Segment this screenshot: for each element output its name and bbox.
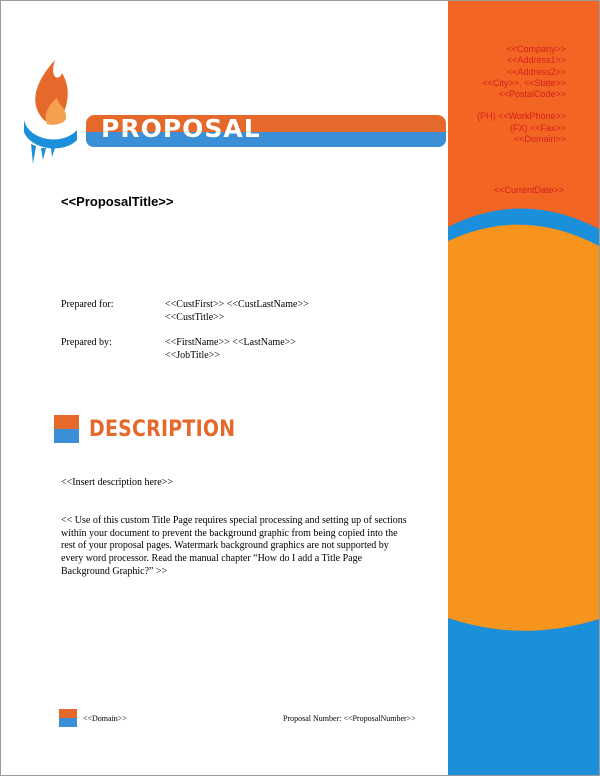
banner-title: PROPOSAL [101,114,261,143]
company-name: <<Company>> [506,44,566,54]
address-line-2: <<Address2>> [506,66,566,77]
prepared-for-name: <<CustFirst>> <<CustLastName>> [165,299,309,310]
description-square-icon [54,415,79,443]
company-info-block [456,44,566,145]
usage-note: << Use of this custom Title Page requires special processing and setting up of sections within your document to prevent the background graphic from being copied into the rest of your proposal pages. Watermark background graphics are not supported by every word processor. Read the manual chapter “How do I add a Title Page Background Graphic?” >> [61,515,407,577]
current-date: <<CurrentDate>> [493,185,564,195]
prepared-for-value [165,299,309,324]
description-placeholder: <<Insert description here>> [61,477,173,488]
proposal-title: <<ProposalTitle>> [61,194,174,209]
fax-number: (FX) <<Fax>> [509,122,566,133]
prepared-by-name: <<FirstName>> <<LastName>> [165,337,296,348]
footer-domain: <<Domain>> [83,714,127,723]
postal-code: <<PostalCode>> [498,89,566,100]
footer-square-icon [59,709,77,727]
company-domain: <<Domain>> [513,134,566,145]
flame-logo-icon [19,46,77,166]
work-phone: (PH) <<WorkPhone>> [477,111,566,122]
footer-proposal-number: Proposal Number: <<ProposalNumber>> [283,714,416,723]
prepared-by-title: <<JobTitle>> [165,349,220,361]
prepared-for-title: <<CustTitle>> [165,311,225,323]
city-state: <<City>>, <<State>> [482,77,566,88]
prepared-by-label: Prepared by: [61,337,112,348]
description-heading: DESCRIPTION [89,417,236,442]
address-line-1: <<Address1>> [506,55,566,66]
right-panel-orange-band [448,225,599,631]
prepared-for-label: Prepared for: [61,299,114,310]
prepared-by-value [165,337,296,362]
